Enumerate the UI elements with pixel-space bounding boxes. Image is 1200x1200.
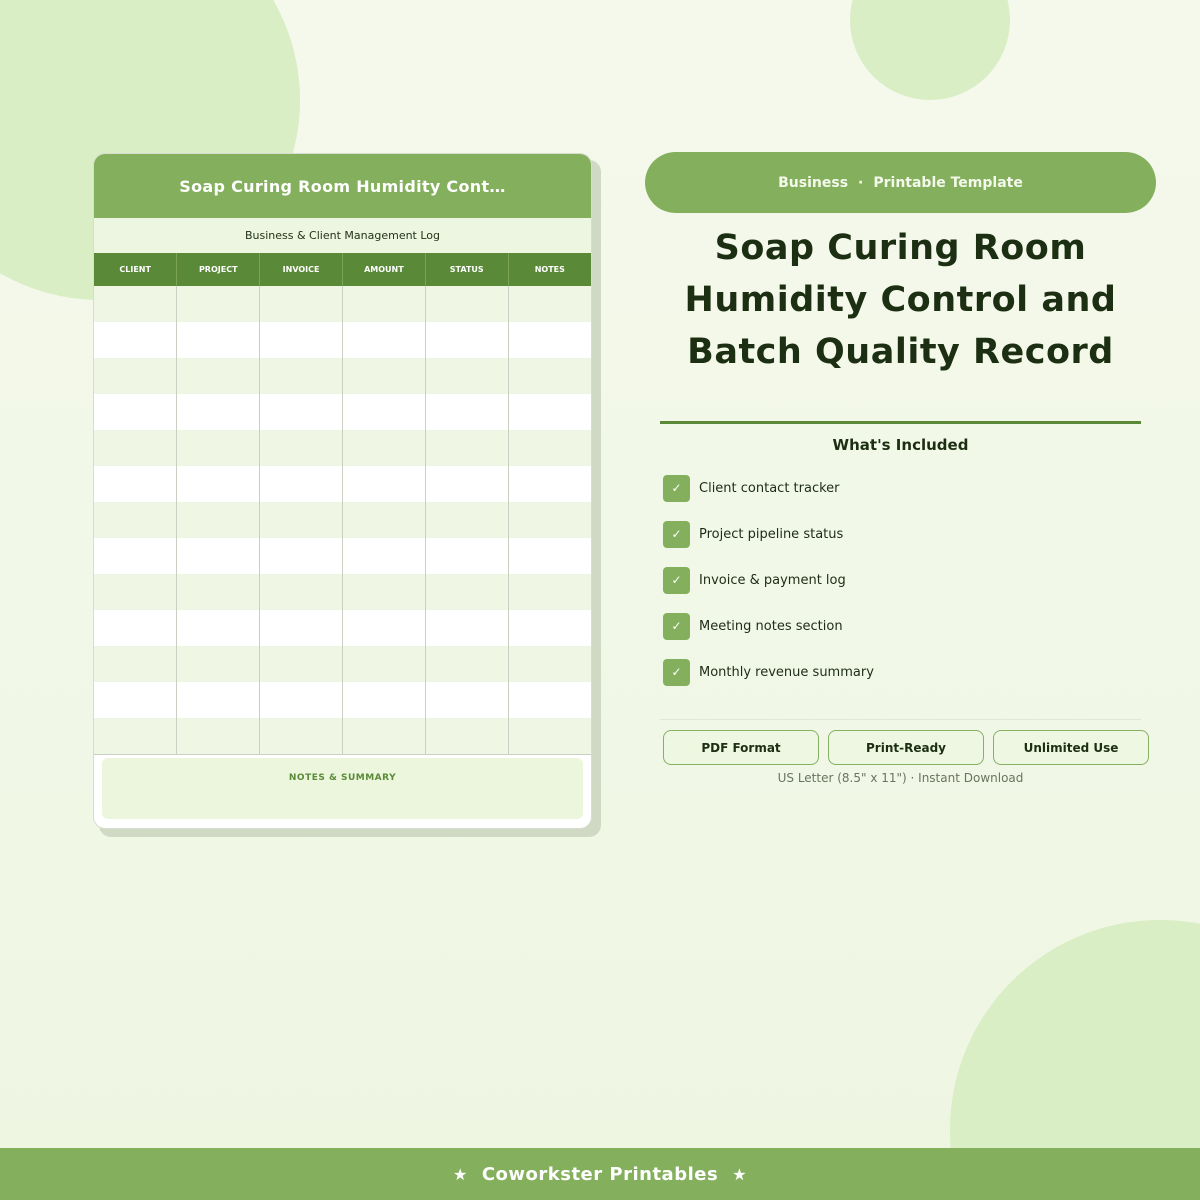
log-table-row (94, 286, 591, 322)
checkmark-icon: ✓ (663, 521, 690, 548)
log-cell-status (425, 466, 508, 502)
log-cell-client (94, 286, 177, 322)
pill-separator: · (858, 174, 864, 191)
log-cell-notes (508, 538, 591, 574)
log-table-body (94, 286, 591, 754)
log-cell-amount (342, 466, 425, 502)
log-table-row (94, 574, 591, 610)
feature-item (663, 612, 874, 640)
log-cell-notes (508, 718, 591, 754)
log-cell-status (425, 430, 508, 466)
log-table-row (94, 322, 591, 358)
brand-name: Coworkster Printables (481, 1163, 719, 1185)
log-cell-amount (342, 430, 425, 466)
checkmark-icon: ✓ (663, 475, 690, 502)
log-cell-notes (508, 430, 591, 466)
log-cell-client (94, 718, 177, 754)
feature-label: Meeting notes section (699, 618, 843, 634)
log-cell-notes (508, 502, 591, 538)
log-cell-status (425, 718, 508, 754)
feature-item (663, 658, 874, 686)
log-cell-amount (342, 358, 425, 394)
log-cell-invoice (260, 286, 343, 322)
log-cell-amount (342, 286, 425, 322)
log-cell-notes (508, 286, 591, 322)
badge-print-ready: Print-Ready (828, 730, 984, 765)
log-cell-invoice (260, 646, 343, 682)
log-cell-client (94, 430, 177, 466)
column-header-invoice: INVOICE (260, 253, 343, 286)
title-divider (660, 421, 1141, 424)
log-cell-project (177, 466, 260, 502)
table-bottom-border (94, 754, 591, 755)
log-cell-invoice (260, 430, 343, 466)
column-header-client: CLIENT (94, 253, 177, 286)
log-cell-status (425, 286, 508, 322)
log-cell-client (94, 322, 177, 358)
log-cell-invoice (260, 322, 343, 358)
log-cell-notes (508, 646, 591, 682)
log-cell-invoice (260, 466, 343, 502)
log-cell-invoice (260, 502, 343, 538)
log-cell-amount (342, 322, 425, 358)
log-cell-amount (342, 538, 425, 574)
column-header-project: PROJECT (177, 253, 260, 286)
feature-item (663, 566, 874, 594)
log-cell-client (94, 610, 177, 646)
log-cell-amount (342, 718, 425, 754)
log-cell-project (177, 286, 260, 322)
log-cell-project (177, 646, 260, 682)
log-cell-client (94, 466, 177, 502)
log-table-row (94, 718, 591, 754)
log-cell-client (94, 646, 177, 682)
log-table-row (94, 358, 591, 394)
feature-list (663, 474, 874, 704)
log-cell-project (177, 502, 260, 538)
log-cell-invoice (260, 394, 343, 430)
log-cell-invoice (260, 358, 343, 394)
log-table-row (94, 646, 591, 682)
notes-summary-label: NOTES & SUMMARY (288, 773, 397, 783)
log-cell-invoice (260, 538, 343, 574)
log-table-row (94, 538, 591, 574)
log-cell-client (94, 682, 177, 718)
log-table-header (94, 253, 591, 286)
log-cell-notes (508, 682, 591, 718)
preview-sheet (93, 153, 592, 829)
log-cell-project (177, 718, 260, 754)
format-badges (663, 730, 1149, 765)
badge-pdf-format: PDF Format (663, 730, 819, 765)
column-header-notes: NOTES (508, 253, 591, 286)
log-cell-notes (508, 358, 591, 394)
log-cell-amount (342, 574, 425, 610)
log-cell-status (425, 358, 508, 394)
column-header-amount: AMOUNT (342, 253, 425, 286)
log-cell-status (425, 610, 508, 646)
feature-label: Project pipeline status (699, 526, 844, 542)
log-cell-status (425, 646, 508, 682)
log-cell-project (177, 574, 260, 610)
log-cell-invoice (260, 718, 343, 754)
template-type-label: Printable Template (873, 174, 1023, 191)
log-cell-project (177, 394, 260, 430)
log-cell-amount (342, 610, 425, 646)
log-cell-amount (342, 646, 425, 682)
log-cell-client (94, 574, 177, 610)
log-cell-project (177, 682, 260, 718)
included-heading: What's Included (832, 436, 969, 454)
log-table-row (94, 502, 591, 538)
format-note: US Letter (8.5" x 11") · Instant Download (777, 771, 1024, 785)
log-cell-client (94, 502, 177, 538)
log-cell-project (177, 358, 260, 394)
feature-label: Monthly revenue summary (699, 664, 874, 680)
checkmark-icon: ✓ (663, 613, 690, 640)
category-pill (645, 152, 1156, 213)
preview-subtitle: Business & Client Management Log (94, 218, 591, 253)
log-cell-status (425, 538, 508, 574)
log-cell-notes (508, 394, 591, 430)
log-cell-status (425, 574, 508, 610)
log-cell-notes (508, 574, 591, 610)
log-cell-invoice (260, 682, 343, 718)
log-cell-project (177, 322, 260, 358)
feature-item (663, 474, 874, 502)
column-header-status: STATUS (425, 253, 508, 286)
checkmark-icon: ✓ (663, 659, 690, 686)
log-cell-amount (342, 502, 425, 538)
log-cell-project (177, 538, 260, 574)
log-cell-status (425, 502, 508, 538)
badges-divider (660, 719, 1141, 720)
product-title: Soap Curing Room Humidity Control and Batch Quality Record (684, 228, 1117, 372)
log-cell-notes (508, 322, 591, 358)
log-cell-notes (508, 466, 591, 502)
checkmark-icon: ✓ (663, 567, 690, 594)
feature-item (663, 520, 874, 548)
log-cell-status (425, 394, 508, 430)
log-table-row (94, 610, 591, 646)
log-cell-amount (342, 682, 425, 718)
log-cell-project (177, 610, 260, 646)
log-cell-client (94, 394, 177, 430)
log-cell-notes (508, 610, 591, 646)
feature-label: Client contact tracker (699, 480, 840, 496)
log-table-row (94, 682, 591, 718)
log-cell-project (177, 430, 260, 466)
log-cell-client (94, 538, 177, 574)
log-table-row (94, 430, 591, 466)
star-icon: ★ (452, 1164, 468, 1184)
log-table-row (94, 394, 591, 430)
feature-label: Invoice & payment log (699, 572, 846, 588)
star-icon: ★ (732, 1164, 748, 1184)
notes-summary-box (102, 758, 583, 819)
decorative-circle-top-right (850, 0, 1010, 100)
log-cell-amount (342, 394, 425, 430)
log-cell-client (94, 358, 177, 394)
log-table (94, 253, 591, 754)
footer-bar (0, 1148, 1200, 1200)
preview-title: Soap Curing Room Humidity Cont… (94, 154, 591, 218)
log-cell-status (425, 682, 508, 718)
log-cell-invoice (260, 574, 343, 610)
log-table-row (94, 466, 591, 502)
category-label: Business (778, 174, 849, 191)
badge-unlimited-use: Unlimited Use (993, 730, 1149, 765)
log-cell-invoice (260, 610, 343, 646)
log-cell-status (425, 322, 508, 358)
